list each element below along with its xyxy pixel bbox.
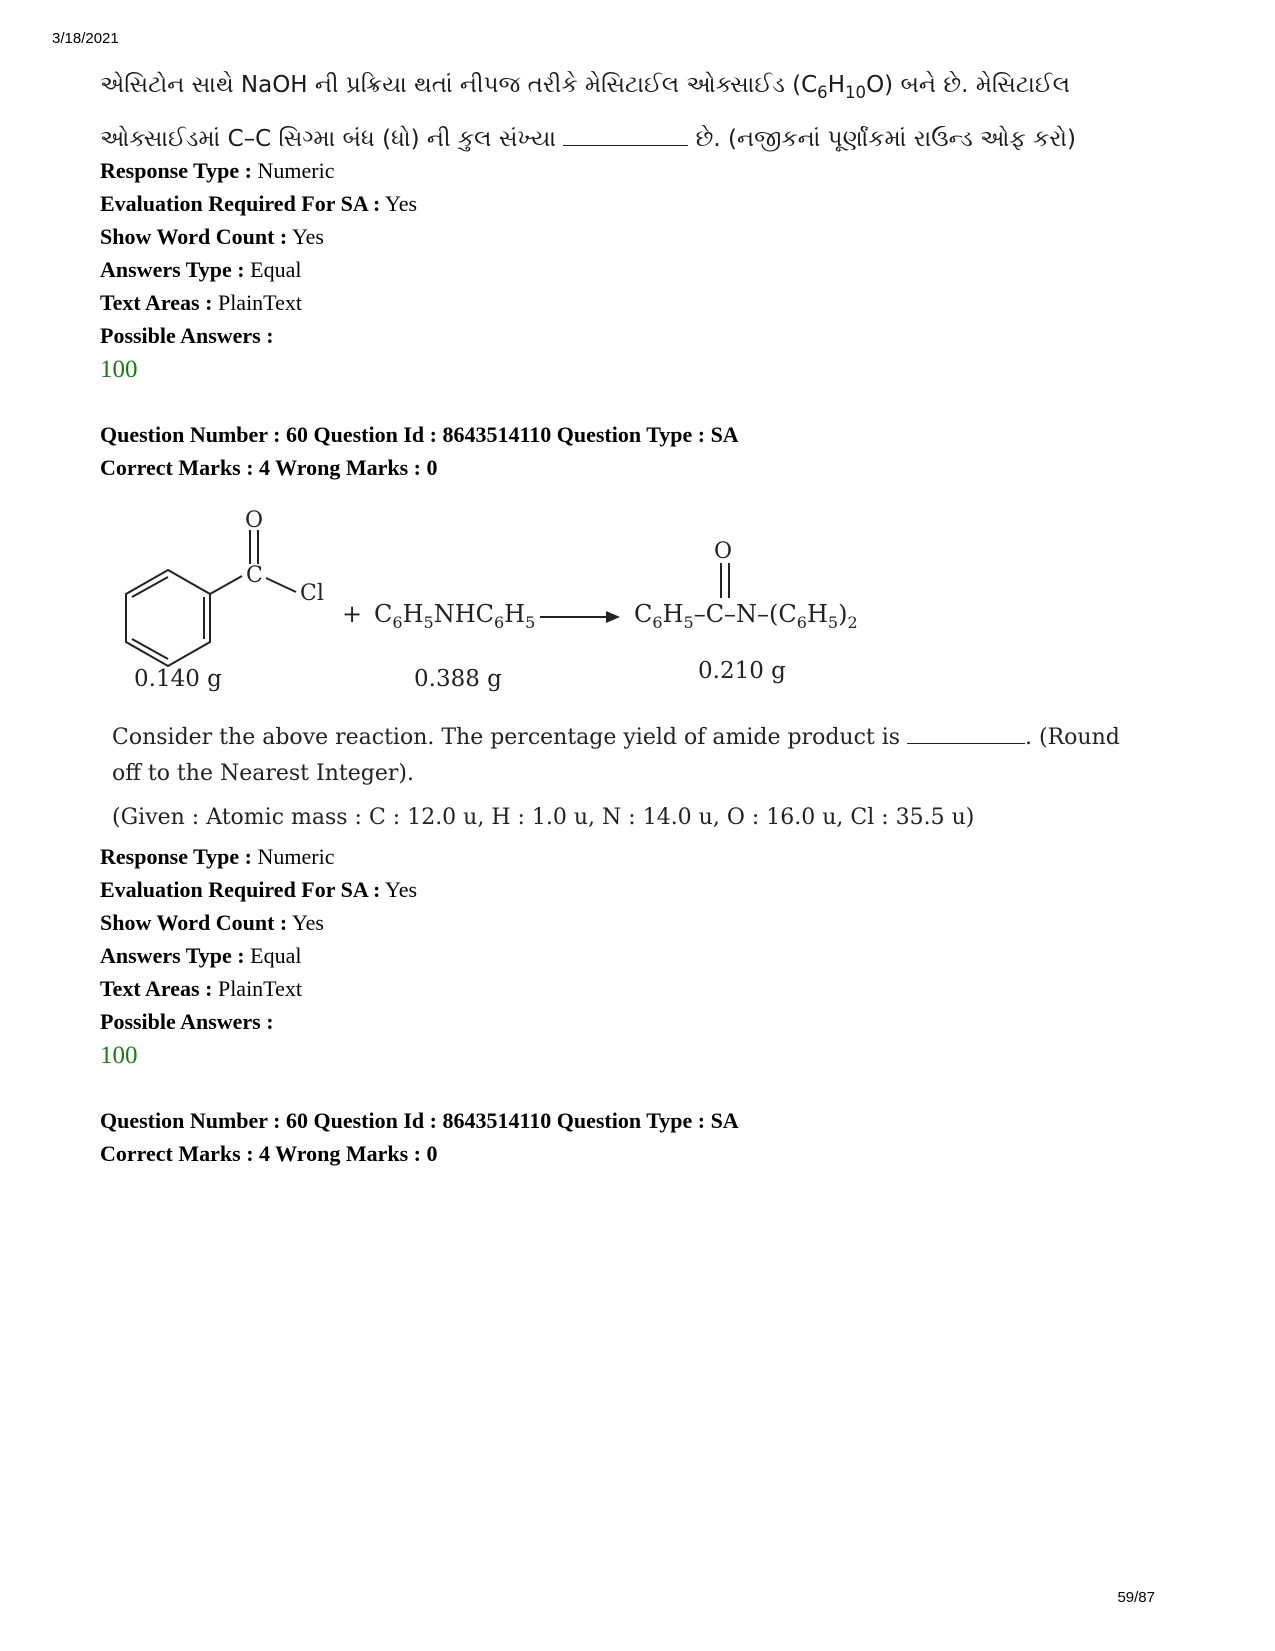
answer-blank	[907, 725, 1025, 744]
answers-type-row: Answers Type : Equal	[100, 943, 302, 968]
response-type-row: Response Type : Numeric	[100, 844, 335, 869]
question-60-text	[112, 720, 1172, 792]
question-60-header	[100, 418, 739, 484]
carbon-chlorine-bond	[266, 578, 296, 592]
answers-type-row: Answers Type : Equal	[100, 257, 302, 282]
benzoyl-chloride-mass: 0.140 g	[134, 666, 222, 692]
question-59-line-1: એસિટોન સાથે NaOH ની પ્રક્રિયા થતાં નીપજ તરીકે મેસિટાઈલ ઓક્સાઈડ $(C_6H_{10}O)$ બને છે. મેસિટાઈલ	[100, 72, 1070, 102]
evaluation-required-row: Evaluation Required For SA : Yes	[100, 191, 418, 216]
product-oxygen-label: O	[714, 539, 733, 564]
marks-info: Correct Marks : 4 Wrong Marks : 0	[100, 1141, 438, 1166]
diphenylamine-mass: 0.388 g	[414, 666, 502, 692]
response-type-row: Response Type : Numeric	[100, 158, 335, 183]
product-mass: 0.210 g	[698, 658, 786, 684]
given-atomic-masses: (Given : Atomic mass : C : 12.0 u, H : 1.0 u, N : 14.0 u, O : 16.0 u, Cl : 35.5 u)	[112, 805, 975, 830]
text-areas-row: Text Areas : PlainText	[100, 976, 302, 1001]
reaction-scheme	[100, 500, 1100, 710]
marks-info: Correct Marks : 4 Wrong Marks : 0	[100, 455, 438, 480]
carbonyl-oxygen-label: O	[245, 508, 264, 533]
page-number: 59/87	[1117, 1589, 1155, 1606]
question-59-text	[100, 62, 1100, 162]
ring-carbonyl-bond	[210, 576, 242, 594]
answer-blank	[563, 127, 688, 146]
acyl-carbon-label: C	[246, 563, 263, 588]
possible-answer-value: 100	[100, 1042, 138, 1069]
print-date: 3/18/2021	[52, 30, 119, 47]
possible-answer-value: 100	[100, 356, 138, 383]
possible-answers-row: Possible Answers :	[100, 1009, 274, 1034]
benzene-ring	[126, 570, 210, 666]
question-info: Question Number : 60 Question Id : 8643514110 Question Type : SA	[100, 1108, 739, 1133]
question-61-header	[100, 1104, 739, 1170]
question-60-line-1: Consider the above reaction. The percentage yield of amide product is . (Round	[112, 725, 1120, 750]
reaction-arrow	[540, 611, 620, 623]
possible-answers-row: Possible Answers :	[100, 323, 274, 348]
chlorine-label: Cl	[300, 581, 324, 606]
question-60-line-2: off to the Nearest Integer).	[112, 761, 414, 786]
reagent-formula: $C_6H_5NHC_6H_5$	[374, 600, 536, 632]
question-59-line-2: ઓક્સાઈડમાં C–C સિગ્મા બંધ (ધો) ની કુલ સંખ્યા છે. (નજીકનાં પૂર્ણાંકમાં રાઉન્ડ ઓફ કરો)	[100, 125, 1076, 152]
question-60-meta	[100, 840, 417, 1074]
show-word-count-row: Show Word Count : Yes	[100, 224, 324, 249]
question-59-meta	[100, 154, 417, 388]
question-info: Question Number : 60 Question Id : 8643514110 Question Type : SA	[100, 422, 739, 447]
show-word-count-row: Show Word Count : Yes	[100, 910, 324, 935]
product-formula: $C_6H_5-C-N-(C_6H_5)_2$	[634, 600, 858, 632]
text-areas-row: Text Areas : PlainText	[100, 290, 302, 315]
plus-sign: +	[342, 600, 363, 628]
evaluation-required-row: Evaluation Required For SA : Yes	[100, 877, 418, 902]
